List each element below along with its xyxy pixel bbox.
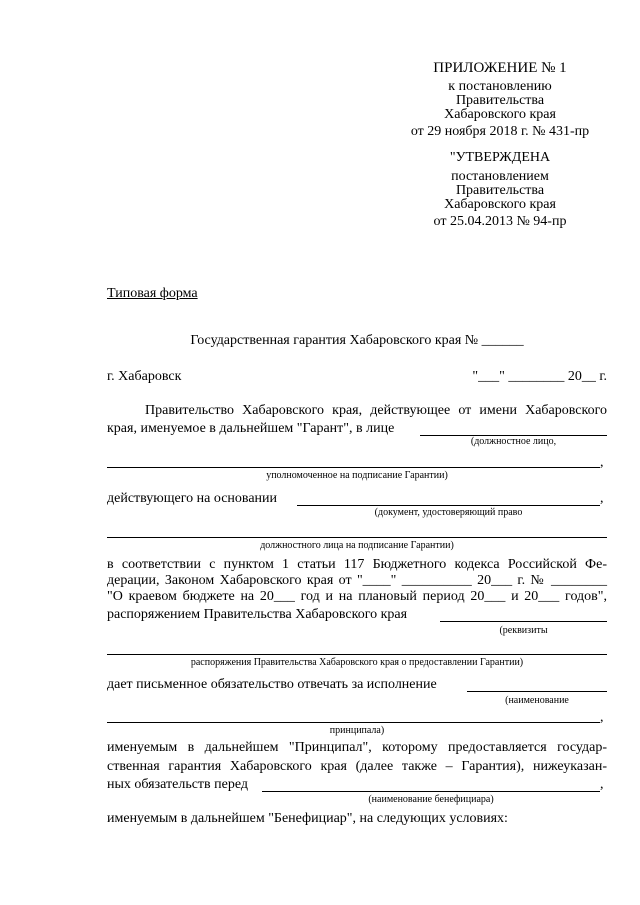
paragraph-2-line-1: в соответствии с пунктом 1 статьи 117 Бюджетного кодекса Российской Фе- [107, 557, 607, 572]
approved-title: "УТВЕРЖДЕНА [449, 150, 551, 165]
hint-position: (должностное лицо, [470, 436, 557, 447]
comma-3: , [600, 710, 604, 725]
hint-requisites: (реквизиты [499, 625, 548, 636]
appendix-line-2: Правительства [455, 93, 545, 108]
appendix-line-3: Хабаровского края [444, 107, 556, 122]
comma-2: , [600, 491, 604, 506]
hint-authorized: уполномоченное на подписание Гарантии) [266, 470, 448, 481]
paragraph-4: именуемым в дальнейшем "Бенефициар", на следующих условиях: [107, 811, 508, 826]
paragraph-2-line-4: распоряжением Правительства Хабаровского края [107, 607, 408, 622]
comma-1: , [600, 455, 604, 470]
obligation-label: дает письменное обязательство отвечать за исполнение [107, 677, 437, 692]
paragraph-2-line-3: "О краевом бюджете на 20___ год и на плановый период 20___ и 20___ годов", [107, 589, 607, 604]
paragraph-3-line-1: именуемым в дальнейшем "Принципал", которому предоставляется государ- [107, 740, 607, 755]
approved-line-4: от 25.04.2013 № 94-пр [433, 214, 567, 229]
paragraph-3-line-2: ственная гарантия Хабаровского края (далее также – Гарантия), нижеуказан- [107, 759, 607, 774]
city: г. Хабаровск [107, 369, 182, 384]
form-label: Типовая форма [107, 286, 198, 301]
basis-field-line[interactable] [297, 505, 600, 506]
hint-principal: принципала) [329, 725, 385, 736]
paragraph-1-line-1: Правительство Хабаровского края, действующее от имени Хабаровского [145, 403, 607, 418]
appendix-title: ПРИЛОЖЕНИЕ № 1 [433, 60, 567, 76]
appendix-line-4: от 29 ноября 2018 г. № 431-пр [410, 124, 590, 139]
approved-line-1: постановлением [451, 169, 549, 184]
approved-line-2: Правительства [455, 183, 545, 198]
acting-basis-label: действующего на основании [107, 491, 278, 506]
authorized-field-line[interactable] [107, 467, 600, 468]
hint-order: распоряжения Правительства Хабаровского края о предоставлении Гарантии) [190, 657, 524, 668]
principal-name-field-line[interactable] [467, 691, 607, 692]
hint-document: (документ, удостоверяющий право [374, 507, 523, 518]
order-field-line[interactable] [107, 654, 607, 655]
hint-beneficiary: (наименование бенефициара) [368, 794, 494, 805]
appendix-line-1: к постановлению [448, 79, 552, 94]
hint-name: (наименование [505, 695, 569, 706]
requisites-field-line[interactable] [440, 621, 607, 622]
principal-field-line[interactable] [107, 722, 600, 723]
paragraph-2-line-2: дерации, Законом Хабаровского края от "____" __________ 20___ г. № ________ [107, 573, 607, 588]
date: "___" ________ 20__ г. [472, 369, 607, 384]
official-field-line[interactable] [107, 537, 607, 538]
paragraph-1-line-2: края, именуемое в дальнейшем "Гарант", в лице [107, 421, 395, 436]
comma-4: , [600, 777, 604, 792]
approved-line-3: Хабаровского края [444, 197, 556, 212]
hint-official: должностного лица на подписание Гарантии) [260, 540, 454, 551]
beneficiary-field-line[interactable] [262, 791, 600, 792]
paragraph-3-line-3: ных обязательств перед [107, 777, 248, 792]
form-title: Государственная гарантия Хабаровского края № ______ [190, 333, 524, 348]
